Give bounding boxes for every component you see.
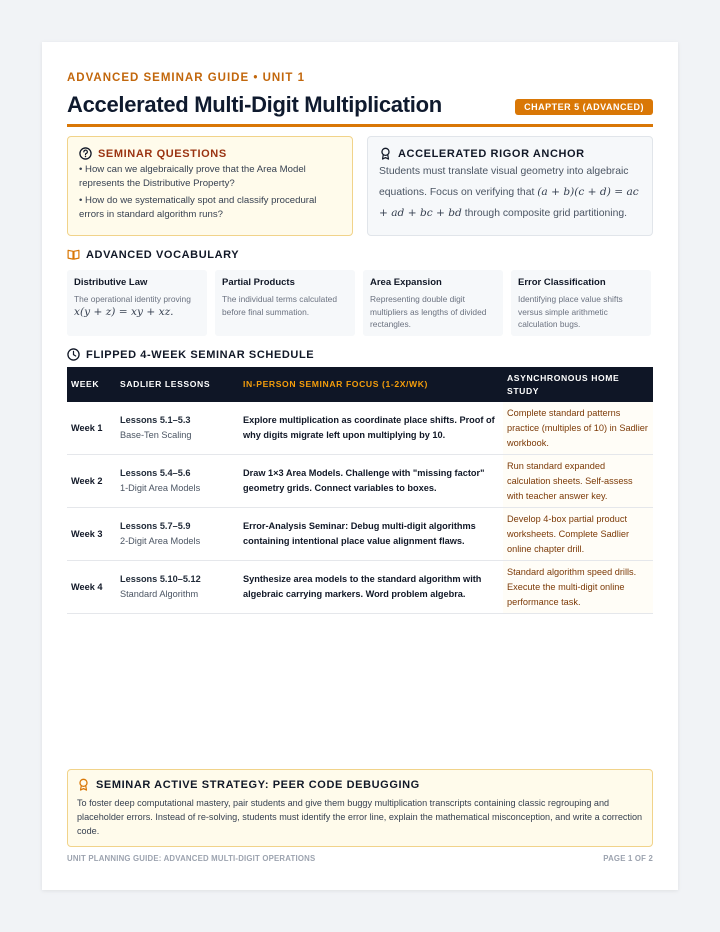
lesson-range: Lessons 5.1–5.3 <box>120 415 191 425</box>
lesson-range: Lessons 5.7–5.9 <box>120 521 191 531</box>
column-header-focus: IN-PERSON SEMINAR FOCUS (1-2X/WK) <box>239 367 503 402</box>
lesson-topic: 2-Digit Area Models <box>120 536 201 546</box>
home-study-cell: Run standard expanded calculation sheets. Self-assess with teacher answer key. <box>503 455 653 508</box>
table-row <box>67 508 653 561</box>
week-cell: Week 2 <box>67 455 116 508</box>
anchor-text-end: through composite grid partitioning. <box>464 208 628 219</box>
schedule-header-row <box>67 367 653 402</box>
vocab-term: Partial Products <box>222 277 295 288</box>
page-number: PAGE 1 OF 2 <box>603 854 653 863</box>
footer-guide-label: UNIT PLANNING GUIDE: ADVANCED MULTI-DIGIT OPERATIONS <box>67 854 316 863</box>
page-title: Accelerated Multi-Digit Multiplication <box>67 92 442 117</box>
anchor-equation-part-1: (a + b)(c + d) = ac <box>537 186 639 198</box>
home-study-cell: Standard algorithm speed drills. Execute the multi-digit online performance task. <box>503 561 653 614</box>
schedule-table <box>67 367 653 614</box>
active-strategy-callout <box>67 769 653 847</box>
vocab-card <box>67 270 207 336</box>
anchor-equation-part-2: + ad + bc + bd <box>379 207 462 219</box>
home-study-cell: Complete standard patterns practice (multiples of 10) in Sadlier workbook. <box>503 402 653 455</box>
seminar-questions-title: SEMINAR QUESTIONS <box>98 147 227 160</box>
lesson-topic: Standard Algorithm <box>120 589 199 599</box>
column-header-lessons: SADLIER LESSONS <box>116 367 239 402</box>
question-circle-icon <box>79 147 92 160</box>
strategy-text: To foster deep computational mastery, pair students and give them buggy multiplication transcripts containing classic regrouping and placeholder errors. Instead of re-solving, students must identify the error line, explain the mathematical misconception, and write a correction code. <box>77 798 643 836</box>
vocab-definition: Representing double digit multipliers as lengths of divided rectangles. <box>370 294 487 329</box>
page-content <box>67 72 653 614</box>
lesson-topic: Base-Ten Scaling <box>120 430 192 440</box>
eyebrow-label: ADVANCED SEMINAR GUIDE • UNIT 1 <box>67 72 305 84</box>
vocab-card <box>363 270 503 336</box>
document-page <box>42 42 678 890</box>
rigor-anchor-heading <box>379 147 641 160</box>
vocab-card <box>511 270 651 336</box>
column-header-week: WEEK <box>67 367 116 402</box>
vocab-term: Distributive Law <box>74 277 148 288</box>
vocab-term: Error Classification <box>518 277 606 288</box>
award-ribbon-icon <box>379 147 392 160</box>
lessons-cell <box>116 561 239 614</box>
lesson-range: Lessons 5.10–5.12 <box>120 574 201 584</box>
vocab-card <box>215 270 355 336</box>
title-row <box>67 90 653 124</box>
chapter-badge: CHAPTER 5 (ADVANCED) <box>515 99 653 115</box>
strategy-title: SEMINAR ACTIVE STRATEGY: PEER CODE DEBUGGING <box>96 778 420 791</box>
anchor-text-start: Students must translate visual geometry into algebraic equations. Focus on verifying that <box>379 166 629 198</box>
schedule-title: FLIPPED 4-WEEK SEMINAR SCHEDULE <box>86 348 315 361</box>
vocab-definition: Identifying place value shifts versus simple arithmetic calculation bugs. <box>518 294 623 329</box>
focus-cell: Synthesize area models to the standard algorithm with algebraic carrying markers. Word problem algebra. <box>239 561 503 614</box>
award-ribbon-icon <box>77 778 90 791</box>
question-item: • How can we algebraically prove that the Area Model represents the Distributive Property? <box>79 164 306 189</box>
week-cell: Week 1 <box>67 402 116 455</box>
seminar-questions-heading <box>79 147 341 160</box>
vocab-equation: x(y + z) = xy + xz. <box>74 305 174 318</box>
strategy-heading <box>77 778 643 791</box>
question-list <box>79 163 341 222</box>
rigor-anchor-card <box>367 136 653 236</box>
lessons-cell <box>116 455 239 508</box>
vocab-definition <box>74 293 200 318</box>
top-cards <box>67 136 653 236</box>
table-row <box>67 402 653 455</box>
open-book-icon <box>67 248 80 261</box>
table-row <box>67 455 653 508</box>
title-divider <box>67 124 653 127</box>
seminar-questions-card <box>67 136 353 236</box>
vocabulary-heading <box>67 248 653 261</box>
focus-cell: Error-Analysis Seminar: Debug multi-digit algorithms containing intentional place value alignment flaws. <box>239 508 503 561</box>
clock-icon <box>67 348 80 361</box>
column-header-home-study: ASYNCHRONOUS HOME STUDY <box>503 367 653 402</box>
focus-cell: Draw 1×3 Area Models. Challenge with "missing factor" geometry grids. Connect variables to boxes. <box>239 455 503 508</box>
week-cell: Week 3 <box>67 508 116 561</box>
vocab-definition-text: The operational identity proving <box>74 294 191 304</box>
schedule-heading <box>67 348 653 361</box>
vocabulary-title: ADVANCED VOCABULARY <box>86 248 240 261</box>
vocab-term: Area Expansion <box>370 277 442 288</box>
rigor-anchor-text <box>379 162 641 224</box>
page-footer <box>67 854 653 863</box>
rigor-anchor-title: ACCELERATED RIGOR ANCHOR <box>398 147 585 160</box>
lesson-range: Lessons 5.4–5.6 <box>120 468 191 478</box>
focus-cell: Explore multiplication as coordinate place shifts. Proof of why digits migrate left upon multiplying by 10. <box>239 402 503 455</box>
lessons-cell <box>116 402 239 455</box>
home-study-cell: Develop 4-box partial product worksheets. Complete Sadlier online chapter drill. <box>503 508 653 561</box>
table-row <box>67 561 653 614</box>
lessons-cell <box>116 508 239 561</box>
vocab-definition: The individual terms calculated before final summation. <box>222 294 337 317</box>
lesson-topic: 1-Digit Area Models <box>120 483 201 493</box>
question-item: • How do we systematically spot and classify procedural errors in standard algorithm runs? <box>79 195 317 220</box>
vocabulary-grid <box>67 270 653 336</box>
week-cell: Week 4 <box>67 561 116 614</box>
